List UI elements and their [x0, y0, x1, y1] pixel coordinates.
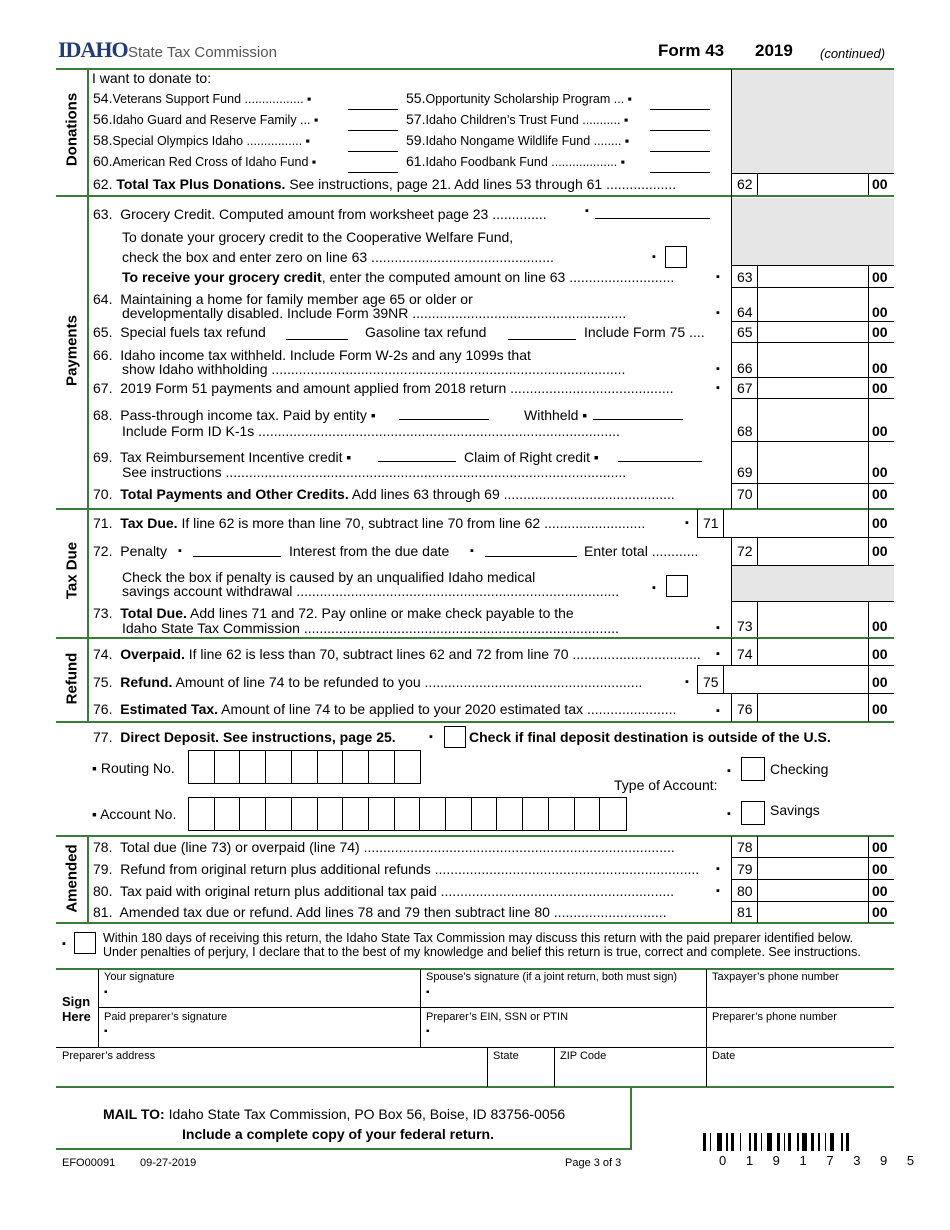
- line-79-cents: 00: [872, 861, 888, 877]
- barcode-bar: [802, 1133, 807, 1151]
- line-67-amount[interactable]: [758, 378, 868, 398]
- section-amended: Amended: [63, 844, 81, 913]
- line-72-text: 72. Penalty: [93, 543, 167, 559]
- state-field[interactable]: [488, 1048, 553, 1086]
- bullet: ▪: [652, 251, 656, 263]
- date-field[interactable]: [707, 1048, 893, 1086]
- line-73-cents: 00: [872, 618, 888, 634]
- line-76-amount[interactable]: [758, 694, 868, 721]
- preparer-address-label: Preparer’s address: [62, 1050, 156, 1062]
- line-66-text-2: show Idaho withholding ...........................................................................................: [122, 361, 626, 377]
- msa-check-text-2: savings account withdrawal ...................................................................................: [122, 583, 620, 599]
- line-63: 63. Grocery Credit. Computed amount from worksheet page 23 ..............: [93, 206, 547, 222]
- line-71-box-label: 71: [703, 515, 719, 531]
- zip-label: ZIP Code: [560, 1050, 607, 1062]
- routing-label: ▪ Routing No.: [92, 760, 175, 776]
- line-60-field[interactable]: [348, 172, 398, 173]
- line-57: [406, 111, 628, 128]
- interest-field[interactable]: [485, 556, 577, 557]
- barcode-bar: [846, 1133, 849, 1151]
- line-68-text-2: Include Form ID K-1s .............................................................................................: [122, 423, 620, 439]
- line-65-text: 65. Special fuels tax refund: [93, 324, 266, 340]
- bullet: ▪: [716, 705, 720, 717]
- preparer-signature-field[interactable]: [99, 1008, 419, 1046]
- interest-label: Interest from the due date: [289, 543, 450, 559]
- line-number: 54.: [93, 90, 113, 106]
- date-label: Date: [712, 1050, 736, 1062]
- barcode-bar: [717, 1133, 722, 1151]
- msa-check-text-1: Check the box if penalty is caused by an unqualified Idaho medical: [122, 569, 536, 585]
- bullet: ▪: [652, 582, 656, 594]
- line-number: 60.: [93, 153, 113, 169]
- foreign-deposit-label: Check if final deposit destination is outside of the U.S.: [469, 729, 831, 745]
- line-66-amount[interactable]: [758, 343, 868, 377]
- gasoline-label: Gasoline tax refund: [365, 324, 487, 340]
- line-80-cents: 00: [872, 883, 888, 899]
- donate-intro: I want to donate to:: [92, 70, 212, 86]
- tax-reimbursement-field[interactable]: [378, 461, 456, 462]
- digit-cell[interactable]: [599, 797, 627, 831]
- line-label: Idaho Foodbank Fund ................... ▪: [425, 155, 626, 169]
- zip-field[interactable]: [555, 1048, 705, 1086]
- section-payments: Payments: [63, 315, 81, 386]
- line-78-cents: 00: [872, 839, 888, 855]
- line-75-box-label: 75: [703, 674, 719, 690]
- line-60: [93, 153, 316, 170]
- line-68-amount[interactable]: [758, 399, 868, 441]
- bullet: ▪: [716, 863, 720, 875]
- line-64-box-label: 64: [737, 304, 753, 320]
- line-number: 57.: [406, 111, 426, 127]
- line-66-text-1: 66. Idaho income tax withheld. Include Form W-2s and any 1099s that: [93, 347, 531, 363]
- barcode-bar: [841, 1133, 843, 1151]
- line-61-field[interactable]: [650, 172, 710, 173]
- taxpayer-phone-label: Taxpayer’s phone number: [712, 971, 839, 983]
- barcode-bar: [761, 1133, 763, 1151]
- barcode-bar: [740, 1133, 742, 1151]
- line-62-box-label: 62: [737, 176, 753, 192]
- withheld-field[interactable]: [593, 419, 683, 420]
- line-label: Opportunity Scholarship Program ... ▪: [425, 92, 633, 106]
- line-78-box-label: 78: [737, 839, 753, 855]
- line-70-box-label: 70: [737, 486, 753, 502]
- spouse-signature-label: Spouse’s signature (if a joint return, both must sign): [426, 971, 678, 983]
- line-74-text: 74. Overpaid. If line 62 is less than 70, subtract lines 62 and 72 from line 70 .................................: [93, 646, 701, 662]
- bullet: ▪: [104, 1026, 108, 1037]
- line-66-cents: 00: [872, 360, 888, 376]
- digit-cell[interactable]: [214, 797, 241, 831]
- your-signature-label: Your signature: [104, 971, 175, 983]
- line-73-amount[interactable]: [758, 602, 868, 636]
- line-75-text: 75. Refund. Amount of line 74 to be refunded to you ........................................................: [93, 674, 643, 690]
- digit-cell[interactable]: [548, 797, 575, 831]
- digit-cell[interactable]: [574, 797, 601, 831]
- line-label: Idaho Nongame Wildlife Fund ........ ▪: [425, 134, 630, 148]
- account-number-input[interactable]: [188, 797, 628, 829]
- digit-cell[interactable]: [496, 797, 523, 831]
- grocery-donate-text-1: To donate your grocery credit to the Cooperative Welfare Fund,: [122, 229, 514, 245]
- digit-cell[interactable]: [368, 797, 395, 831]
- barcode-bar: [754, 1133, 757, 1151]
- bullet: ▪: [716, 363, 720, 375]
- line-55: [406, 90, 632, 107]
- paid-by-entity-field[interactable]: [399, 419, 489, 420]
- bullet: ▪: [585, 205, 589, 217]
- bullet: ▪: [426, 987, 430, 998]
- preparer-address-field[interactable]: [57, 1048, 486, 1086]
- bullet: ▪: [716, 648, 720, 660]
- line-74-amount[interactable]: [758, 639, 868, 664]
- digit-cell[interactable]: [188, 797, 215, 831]
- line-63-amount[interactable]: [758, 266, 868, 286]
- barcode-bar: [731, 1133, 734, 1151]
- bullet: ▪: [62, 938, 66, 950]
- line-71-amount[interactable]: [724, 510, 868, 536]
- line-68-box-label: 68: [737, 423, 753, 439]
- line-81-box-label: 81: [737, 904, 753, 920]
- line-57-field[interactable]: [650, 130, 710, 131]
- digit-cell[interactable]: [445, 797, 472, 831]
- line-71-text: 71. Tax Due. If line 62 is more than line 70, subtract line 70 from line 62 ..........................: [93, 515, 646, 531]
- line-63-cents: 00: [872, 269, 888, 285]
- penalty-field[interactable]: [193, 556, 281, 557]
- include-federal-return: Include a complete copy of your federal return.: [182, 1126, 494, 1142]
- page-number: Page 3 of 3: [565, 1157, 622, 1169]
- claim-of-right-field[interactable]: [618, 461, 702, 462]
- line-59: [406, 132, 629, 149]
- section-donations: Donations: [63, 92, 81, 167]
- line-58-field[interactable]: [348, 151, 398, 152]
- gray-panel-grocery: [731, 198, 894, 265]
- line-64-text-2: developmentally disabled. Include Form 39NR .......................................................: [122, 305, 627, 321]
- tax-year: 2019: [755, 41, 793, 60]
- line-70-text: 70. Total Payments and Other Credits. Add lines 63 through 69 ............................................: [93, 486, 675, 502]
- line-label: Veterans Support Fund ................. ▪: [112, 92, 312, 106]
- line-76-box-label: 76: [737, 701, 753, 717]
- barcode-bar: [825, 1133, 827, 1151]
- line-81-amount[interactable]: [758, 902, 868, 922]
- preparer-ein-field[interactable]: [421, 1008, 705, 1046]
- form-75-label: Include Form 75 ....: [584, 324, 705, 340]
- line-number: 61.: [406, 153, 426, 169]
- barcode-bar: [726, 1133, 728, 1151]
- digit-cell[interactable]: [239, 750, 266, 784]
- line-55-field[interactable]: [650, 109, 710, 110]
- line-75-cents: 00: [872, 674, 888, 690]
- digit-cell[interactable]: [291, 750, 318, 784]
- gasoline-field[interactable]: [508, 339, 576, 340]
- line-67-box-label: 67: [737, 380, 753, 396]
- barcode-bar: [811, 1133, 814, 1151]
- form-code: EFO00091: [62, 1157, 116, 1169]
- line-number: 56.: [93, 111, 113, 127]
- line-54-field[interactable]: [348, 109, 398, 110]
- digit-cell[interactable]: [317, 797, 344, 831]
- digit-cell[interactable]: [342, 797, 369, 831]
- barcode-bar: [777, 1133, 780, 1151]
- barcode-digits: 0 1 9 1 7 3 9 5: [719, 1153, 923, 1168]
- line-56-field[interactable]: [348, 130, 398, 131]
- account-label: ▪ Account No.: [92, 806, 177, 822]
- bullet: ▪: [727, 765, 731, 777]
- line-63-worksheet-field[interactable]: [595, 218, 710, 219]
- barcode-bar: [797, 1133, 799, 1151]
- bullet: ▪: [470, 545, 474, 557]
- withheld-label: Withheld ▪: [524, 407, 588, 423]
- line-62-cents: 00: [872, 176, 888, 192]
- line-number: 55.: [406, 90, 426, 106]
- bullet: ▪: [685, 517, 689, 529]
- line-label: Idaho Children’s Trust Fund ........... ▪: [425, 113, 629, 127]
- foreign-deposit-checkbox[interactable]: [444, 726, 466, 748]
- revision-date: 09-27-2019: [140, 1157, 197, 1169]
- digit-cell[interactable]: [471, 797, 498, 831]
- checking-checkbox[interactable]: [741, 757, 765, 781]
- line-74-box-label: 74: [737, 646, 753, 662]
- digit-cell[interactable]: [419, 797, 446, 831]
- line-81-text: 81. Amended tax due or refund. Add lines 78 and 79 then subtract line 80 .............................: [93, 904, 667, 920]
- savings-checkbox[interactable]: [741, 801, 765, 825]
- form-number: Form 43: [658, 41, 725, 60]
- line-80-amount[interactable]: [758, 880, 868, 901]
- line-71-cents: 00: [872, 515, 888, 531]
- barcode-bar: [788, 1133, 791, 1151]
- sign-here-label: Sign Here: [62, 994, 91, 1024]
- line-62-amount[interactable]: [758, 174, 868, 194]
- taxpayer-phone-field[interactable]: [707, 970, 893, 1006]
- line-76-cents: 00: [872, 701, 888, 717]
- line-58: [93, 132, 310, 149]
- digit-cell[interactable]: [317, 750, 344, 784]
- digit-cell[interactable]: [188, 750, 215, 784]
- line-56: [93, 111, 318, 128]
- line-73-text-1: 73. Total Due. Add lines 71 and 72. Pay online or make check payable to the: [93, 605, 574, 621]
- line-number: 59.: [406, 132, 426, 148]
- line-72-box-label: 72: [737, 543, 753, 559]
- bullet: ▪: [727, 808, 731, 820]
- line-76-text: 76. Estimated Tax. Amount of line 74 to be applied to your 2020 estimated tax .......................: [93, 701, 677, 717]
- line-64-text-1: 64. Maintaining a home for family member age 65 or older or: [93, 291, 473, 307]
- bullet: ▪: [716, 885, 720, 897]
- line-61: [406, 153, 625, 170]
- line-69-box-label: 69: [737, 464, 753, 480]
- barcode-bar: [710, 1133, 712, 1151]
- grocery-donate-text-2: check the box and enter zero on line 63 ...............................................: [122, 249, 554, 265]
- your-signature-field[interactable]: [99, 970, 419, 1006]
- preparer-discuss-checkbox[interactable]: [74, 932, 96, 954]
- preparer-ein-label: Preparer’s EIN, SSN or PTIN: [426, 1011, 569, 1023]
- line-62: 62. Total Tax Plus Donations. See instructions, page 21. Add lines 53 through 61 ..................: [93, 176, 677, 192]
- line-69-text-2: See instructions .......................................................................................................: [122, 464, 627, 480]
- grocery-receive-text: To receive your grocery credit, enter the computed amount on line 63 ...........................: [122, 269, 675, 285]
- digit-cell[interactable]: [394, 797, 421, 831]
- line-64-amount[interactable]: [758, 288, 868, 321]
- routing-number-input[interactable]: [188, 750, 420, 782]
- bullet: ▪: [429, 731, 433, 743]
- line-68-text-1: 68. Pass-through income tax. Paid by entity ▪: [93, 407, 376, 423]
- spouse-signature-field[interactable]: [421, 970, 705, 1006]
- line-68-cents: 00: [872, 423, 888, 439]
- line-54: [93, 90, 311, 107]
- line-80-text: 80. Tax paid with original return plus additional tax paid ............................................................: [93, 883, 675, 899]
- line-80-box-label: 80: [737, 883, 753, 899]
- barcode: [703, 1133, 893, 1153]
- line-79-text: 79. Refund from original return plus additional refunds ....................................................................: [93, 861, 700, 877]
- digit-cell[interactable]: [394, 750, 422, 784]
- line-70-cents: 00: [872, 486, 888, 502]
- checking-label: Checking: [770, 761, 829, 777]
- digit-cell[interactable]: [214, 750, 241, 784]
- barcode-bar: [749, 1133, 751, 1151]
- line-79-amount[interactable]: [758, 858, 868, 879]
- line-label: Idaho Guard and Reserve Family ... ▪: [112, 113, 319, 127]
- bullet: ▪: [716, 622, 720, 634]
- msa-checkbox[interactable]: [666, 575, 688, 597]
- line-64-cents: 00: [872, 304, 888, 320]
- barcode-bar: [784, 1133, 786, 1151]
- enter-total-label: Enter total ............: [584, 543, 699, 559]
- line-65-amount[interactable]: [758, 322, 868, 342]
- special-fuels-field[interactable]: [286, 339, 348, 340]
- line-79-box-label: 79: [737, 861, 753, 877]
- line-78-amount[interactable]: [758, 837, 868, 857]
- line-81-cents: 00: [872, 904, 888, 920]
- preparer-phone-label: Preparer’s phone number: [712, 1011, 837, 1023]
- digit-cell[interactable]: [265, 797, 292, 831]
- grocery-donate-checkbox[interactable]: [665, 246, 687, 268]
- bullet: ▪: [178, 545, 182, 557]
- bullet: ▪: [716, 271, 720, 283]
- line-number: 58.: [93, 132, 113, 148]
- line-72-cents: 00: [872, 543, 888, 559]
- preparer-note-2: Under penalties of perjury, I declare that to the best of my knowledge and belief this return is true, correct and complete. See instructions.: [103, 945, 861, 959]
- line-69-text-1: 69. Tax Reimbursement Incentive credit ▪: [93, 449, 352, 465]
- bullet: ▪: [685, 676, 689, 688]
- line-label: American Red Cross of Idaho Fund ▪: [112, 155, 317, 169]
- account-type-label: Type of Account:: [614, 777, 718, 793]
- idaho-logo: IDAHO: [58, 37, 128, 62]
- preparer-signature-label: Paid preparer’s signature: [104, 1011, 228, 1023]
- line-67-cents: 00: [872, 380, 888, 396]
- continued-label: (continued): [820, 46, 886, 61]
- line-75-amount[interactable]: [724, 666, 868, 692]
- digit-cell[interactable]: [265, 750, 292, 784]
- line-73-box-label: 73: [737, 618, 753, 634]
- line-69-amount[interactable]: [758, 442, 868, 483]
- section-refund: Refund: [63, 652, 81, 705]
- mail-to-address: MAIL TO: Idaho State Tax Commission, PO Box 56, Boise, ID 83756-0056: [103, 1106, 566, 1122]
- barcode-bar: [703, 1133, 706, 1151]
- line-72-amount[interactable]: [758, 538, 868, 564]
- line-label: Special Olympics Idaho ................ ▪: [112, 134, 311, 148]
- line-67-text: 67. 2019 Form 51 payments and amount applied from 2018 return ..........................................: [93, 380, 674, 396]
- line-63-box-label: 63: [737, 269, 753, 285]
- line-78-text: 78. Total due (line 73) or overpaid (line 74) ................................................................................: [93, 839, 675, 855]
- preparer-phone-field[interactable]: [707, 1008, 893, 1046]
- bullet: ▪: [426, 1026, 430, 1037]
- line-74-cents: 00: [872, 646, 888, 662]
- bullet: ▪: [104, 987, 108, 998]
- digit-cell[interactable]: [342, 750, 369, 784]
- line-65-box-label: 65: [737, 324, 753, 340]
- line-73-text-2: Idaho State Tax Commission .................................................................................: [122, 620, 619, 636]
- agency-name: State Tax Commission: [128, 44, 277, 61]
- line-77-text: 77. Direct Deposit. See instructions, page 25.: [93, 729, 396, 745]
- line-69-cents: 00: [872, 464, 888, 480]
- barcode-bar: [767, 1133, 772, 1151]
- savings-label: Savings: [770, 802, 820, 818]
- gray-panel-msa: [731, 565, 894, 601]
- digit-cell[interactable]: [239, 797, 266, 831]
- barcode-bar: [818, 1133, 820, 1151]
- bullet: ▪: [716, 382, 720, 394]
- section-tax-due: Tax Due: [63, 541, 81, 600]
- digit-cell[interactable]: [522, 797, 549, 831]
- digit-cell[interactable]: [291, 797, 318, 831]
- bullet: ▪: [716, 307, 720, 319]
- gray-panel-donations: [731, 69, 894, 173]
- claim-of-right-label: Claim of Right credit ▪: [464, 449, 599, 465]
- line-59-field[interactable]: [650, 151, 710, 152]
- line-70-amount[interactable]: [758, 484, 868, 506]
- state-label: State: [493, 1050, 519, 1062]
- barcode-bar: [830, 1133, 835, 1151]
- preparer-note-1: Within 180 days of receiving this return, the Idaho State Tax Commission may discuss this return with the paid preparer identified below.: [103, 931, 854, 945]
- digit-cell[interactable]: [368, 750, 395, 784]
- line-66-box-label: 66: [737, 360, 753, 376]
- line-65-cents: 00: [872, 324, 888, 340]
